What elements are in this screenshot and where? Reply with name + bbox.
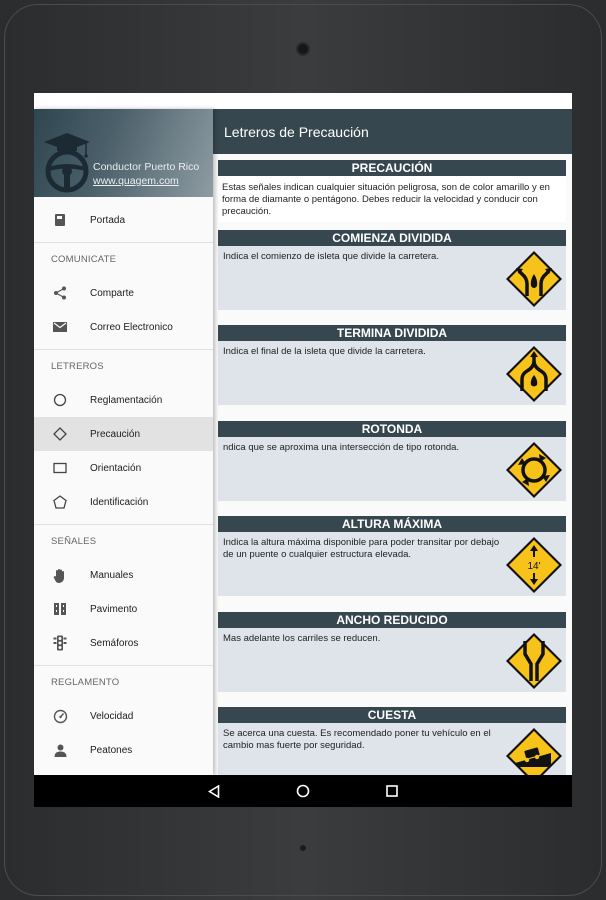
divided-highway-ends-sign-icon [505,345,563,403]
drawer-item-reglamentacion[interactable] [34,383,213,417]
app-name: Conductor Puerto Rico [93,161,200,173]
drawer-item-label: Precaución [90,428,141,440]
recents-icon[interactable] [382,781,402,801]
drawer-item-label: Correo Electronico [90,321,173,333]
drawer-item-label: Comparte [90,287,134,299]
sign-title: ALTURA MÁXIMA [218,516,566,532]
person-icon [51,741,69,759]
low-clearance-sign-icon [505,536,563,594]
circle-icon [51,391,69,409]
share-icon [51,284,69,302]
drawer-item-velocidad[interactable] [34,699,213,733]
diamond-icon [51,425,69,443]
pentagon-icon [51,493,69,511]
drawer-item-label: Peatones [90,744,133,756]
section-header-letreros: LETREROS [51,361,104,372]
drawer-item-label: Orientación [90,462,142,474]
sign-card[interactable] [218,421,566,501]
drawer-item-orientacion[interactable] [34,451,213,485]
drawer-item-comparte[interactable] [34,276,213,310]
website-link[interactable]: www.quagem.com [93,175,179,187]
sign-card[interactable] [218,516,566,596]
drawer-item-label: Identificación [90,496,149,508]
book-icon [51,211,69,229]
drawer-item-label: Pavimento [90,603,138,615]
drawer-item-label: Manuales [90,569,134,581]
back-icon[interactable] [204,781,224,801]
navigation-drawer [34,109,213,775]
status-bar [34,93,572,109]
drawer-item-identificacion[interactable] [34,485,213,519]
roundabout-sign-icon [505,441,563,499]
drawer-item-correo[interactable] [34,310,213,344]
app-toolbar [213,109,572,154]
sign-card[interactable] [218,612,566,692]
system-navigation-bar [34,775,572,807]
content-list[interactable] [213,154,572,775]
sign-title: COMIENZA DIVIDIDA [218,230,566,246]
sign-height-text: 14' [527,561,541,572]
drawer-item-label: Semáforos [90,637,139,649]
sign-description: Mas adelante los carriles se reducen. [223,633,381,644]
sign-description: Indica la altura máxima disponible para poder transitar por debajo de un puente o cualquier estructura elevada. [223,537,500,560]
section-header-comunicate: COMUNICATE [51,254,117,265]
speedometer-icon [51,707,69,725]
lane-narrows-sign-icon [505,632,563,690]
drawer-item-pavimento[interactable] [34,592,213,626]
sign-description: Indica el comienzo de isleta que divide la carretera. [223,251,439,262]
sign-card[interactable] [218,230,566,310]
page-title: Letreros de Precaución [224,124,369,140]
drawer-item-label: Velocidad [90,710,134,722]
hill-sign-icon [505,727,563,775]
sign-card[interactable] [218,325,566,405]
drawer-item-portada[interactable] [34,203,213,237]
divided-highway-begins-sign-icon [505,250,563,308]
home-icon[interactable] [293,781,313,801]
sign-title: TERMINA DIVIDIDA [218,325,566,341]
drawer-item-manuales[interactable] [34,558,213,592]
pavement-icon [51,600,69,618]
drawer-item-label: Portada [90,214,126,226]
section-header-senales: SEÑALES [51,536,97,547]
sign-description: Se acerca una cuesta. Es recomendado poner tu vehículo en el cambio mas fuerte por seguridad. [223,728,491,751]
sign-title: ROTONDA [218,421,566,437]
sign-description: Indica el final de la isleta que divide la carretera. [223,346,426,357]
drawer-header [34,109,213,197]
hand-icon [51,566,69,584]
sign-description: ndica que se aproxima una intersección de tipo rotonda. [223,442,460,453]
intro-title: PRECAUCIÓN [218,160,566,176]
front-camera [298,44,308,54]
email-icon [51,318,69,336]
sign-title: CUESTA [218,707,566,723]
traffic-light-icon [51,634,69,652]
screen [34,93,572,807]
intro-text: Estas señales indican cualquier situación peligrosa, son de color amarillo y en forma de diamante o pentágono. Debes reducir la velocidad y conducir con precaución. [222,182,550,217]
bottom-sensor [300,845,306,851]
drawer-item-semaforos[interactable] [34,626,213,660]
sign-title: ANCHO REDUCIDO [218,612,566,628]
section-header-reglamento: REGLAMENTO [51,677,120,688]
drawer-item-peatones[interactable] [34,733,213,767]
sign-card[interactable] [218,707,566,775]
drawer-item-label: Reglamentación [90,394,163,406]
intro-card [218,160,566,222]
drawer-item-precaucion[interactable] [34,417,213,451]
graduation-steering-wheel-icon [42,131,92,195]
rectangle-icon [51,459,69,477]
